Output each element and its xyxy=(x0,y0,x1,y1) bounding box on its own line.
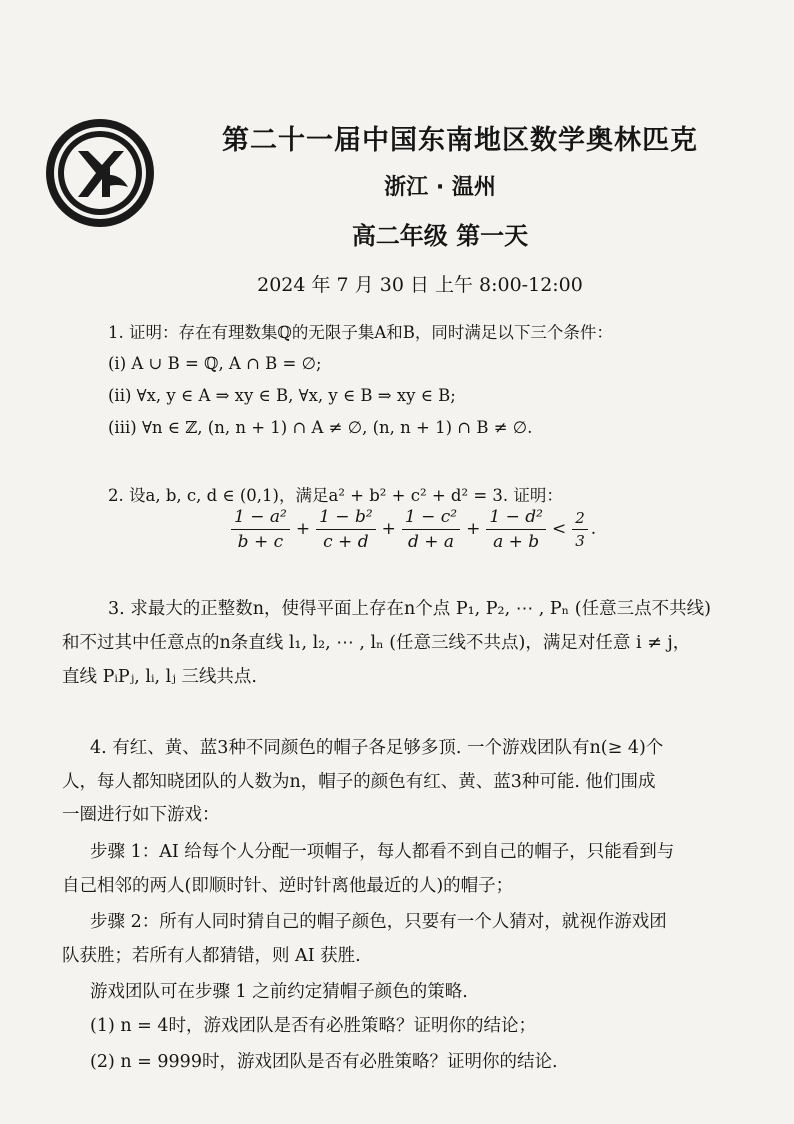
plus-sign: + xyxy=(381,519,396,539)
fraction-numerator: 2 xyxy=(572,509,588,530)
fraction-d xyxy=(486,507,546,552)
problem-1-condition-3: (iii) ∀n ∈ ℤ, (n, n + 1) ∩ A ≠ ∅, (n, n + 1) ∩ B ≠ ∅. xyxy=(108,418,533,437)
problem-4-line-1: 4. 有红、黄、蓝3种不同颜色的帽子各足够多顶. 一个游戏团队有n(≥ 4)个 xyxy=(90,738,664,758)
exam-grade-day: 高二年级 第一天 xyxy=(351,222,529,250)
fraction-numerator: 1 − a² xyxy=(231,507,290,530)
fraction-denominator: d + a xyxy=(407,531,455,552)
fraction-numerator: 1 − d² xyxy=(486,507,546,530)
problem-1-statement: 1. 证明：存在有理数集ℚ的无限子集A和B，同时满足以下三个条件： xyxy=(108,323,613,342)
problem-4-line-3: 一圈进行如下游戏： xyxy=(62,805,220,825)
problem-3-line-1: 3. 求最大的正整数n，使得平面上存在n个点 P₁, P₂, ⋯ , Pₙ (任意三点不共线) xyxy=(108,599,711,619)
problem-4-strategy: 游戏团队可在步骤 1 之前约定猜帽子颜色的策略. xyxy=(90,982,468,1002)
problem-4-part-2: (2) n = 9999时，游戏团队是否有必胜策略？证明你的结论. xyxy=(90,1052,558,1072)
exam-location: 浙江 · 温州 xyxy=(384,175,496,200)
problem-1-condition-1: (i) A ∪ B = ℚ, A ∩ B = ∅; xyxy=(108,354,322,373)
problem-3-line-2: 和不过其中任意点的n条直线 l₁, l₂, ⋯ , lₙ (任意三线不共点)，满足对任意 i ≠ j， xyxy=(62,633,691,653)
problem-4-step-1-cont: 自己相邻的两人(即顺时针、逆时针离他最近的人)的帽子； xyxy=(62,876,514,896)
fraction-denominator: c + d xyxy=(323,531,369,552)
problem-4-step-2-cont: 队获胜；若所有人都猜错，则 AI 获胜. xyxy=(62,946,361,966)
olympiad-logo-icon xyxy=(44,117,156,229)
fraction-b xyxy=(316,507,376,552)
problem-4-step-2: 步骤 2：所有人同时猜自己的帽子颜色，只要有一个人猜对，就视作游戏团 xyxy=(90,912,667,932)
fraction-c xyxy=(402,507,460,552)
less-than-sign: < xyxy=(551,519,567,539)
problem-2-statement: 2. 设a, b, c, d ∈ (0,1)，满足a² + b² + c² + d² = 3. 证明： xyxy=(108,486,563,505)
fraction-denominator: a + b xyxy=(493,531,540,552)
fraction-numerator: 1 − c² xyxy=(402,507,460,530)
problem-2-inequality xyxy=(228,504,596,554)
period: . xyxy=(590,519,597,539)
plus-sign: + xyxy=(466,519,481,539)
fraction-denominator: b + c xyxy=(237,531,284,552)
fraction-rhs xyxy=(572,509,588,550)
fraction-a xyxy=(231,507,290,552)
problem-4-part-1: (1) n = 4时，游戏团队是否有必胜策略？证明你的结论； xyxy=(90,1016,537,1036)
exam-date-time: 2024 年 7 月 30 日 上午 8:00-12:00 xyxy=(257,274,583,296)
fraction-numerator: 1 − b² xyxy=(316,507,376,530)
problem-1-condition-2: (ii) ∀x, y ∈ A ⇒ xy ∈ B, ∀x, y ∈ B ⇒ xy ∈ B; xyxy=(108,386,456,405)
exam-title: 第二十一届中国东南地区数学奥林匹克 xyxy=(222,125,698,156)
problem-3-line-3: 直线 PᵢPⱼ, lᵢ, lⱼ 三线共点. xyxy=(62,667,257,687)
plus-sign: + xyxy=(295,519,311,539)
problem-4-step-1: 步骤 1：AI 给每个人分配一项帽子，每人都看不到自己的帽子，只能看到与 xyxy=(90,842,675,862)
fraction-denominator: 3 xyxy=(575,531,585,550)
problem-4-line-2: 人，每人都知晓团队的人数为n，帽子的颜色有红、黄、蓝3种可能. 他们围成 xyxy=(62,772,656,792)
